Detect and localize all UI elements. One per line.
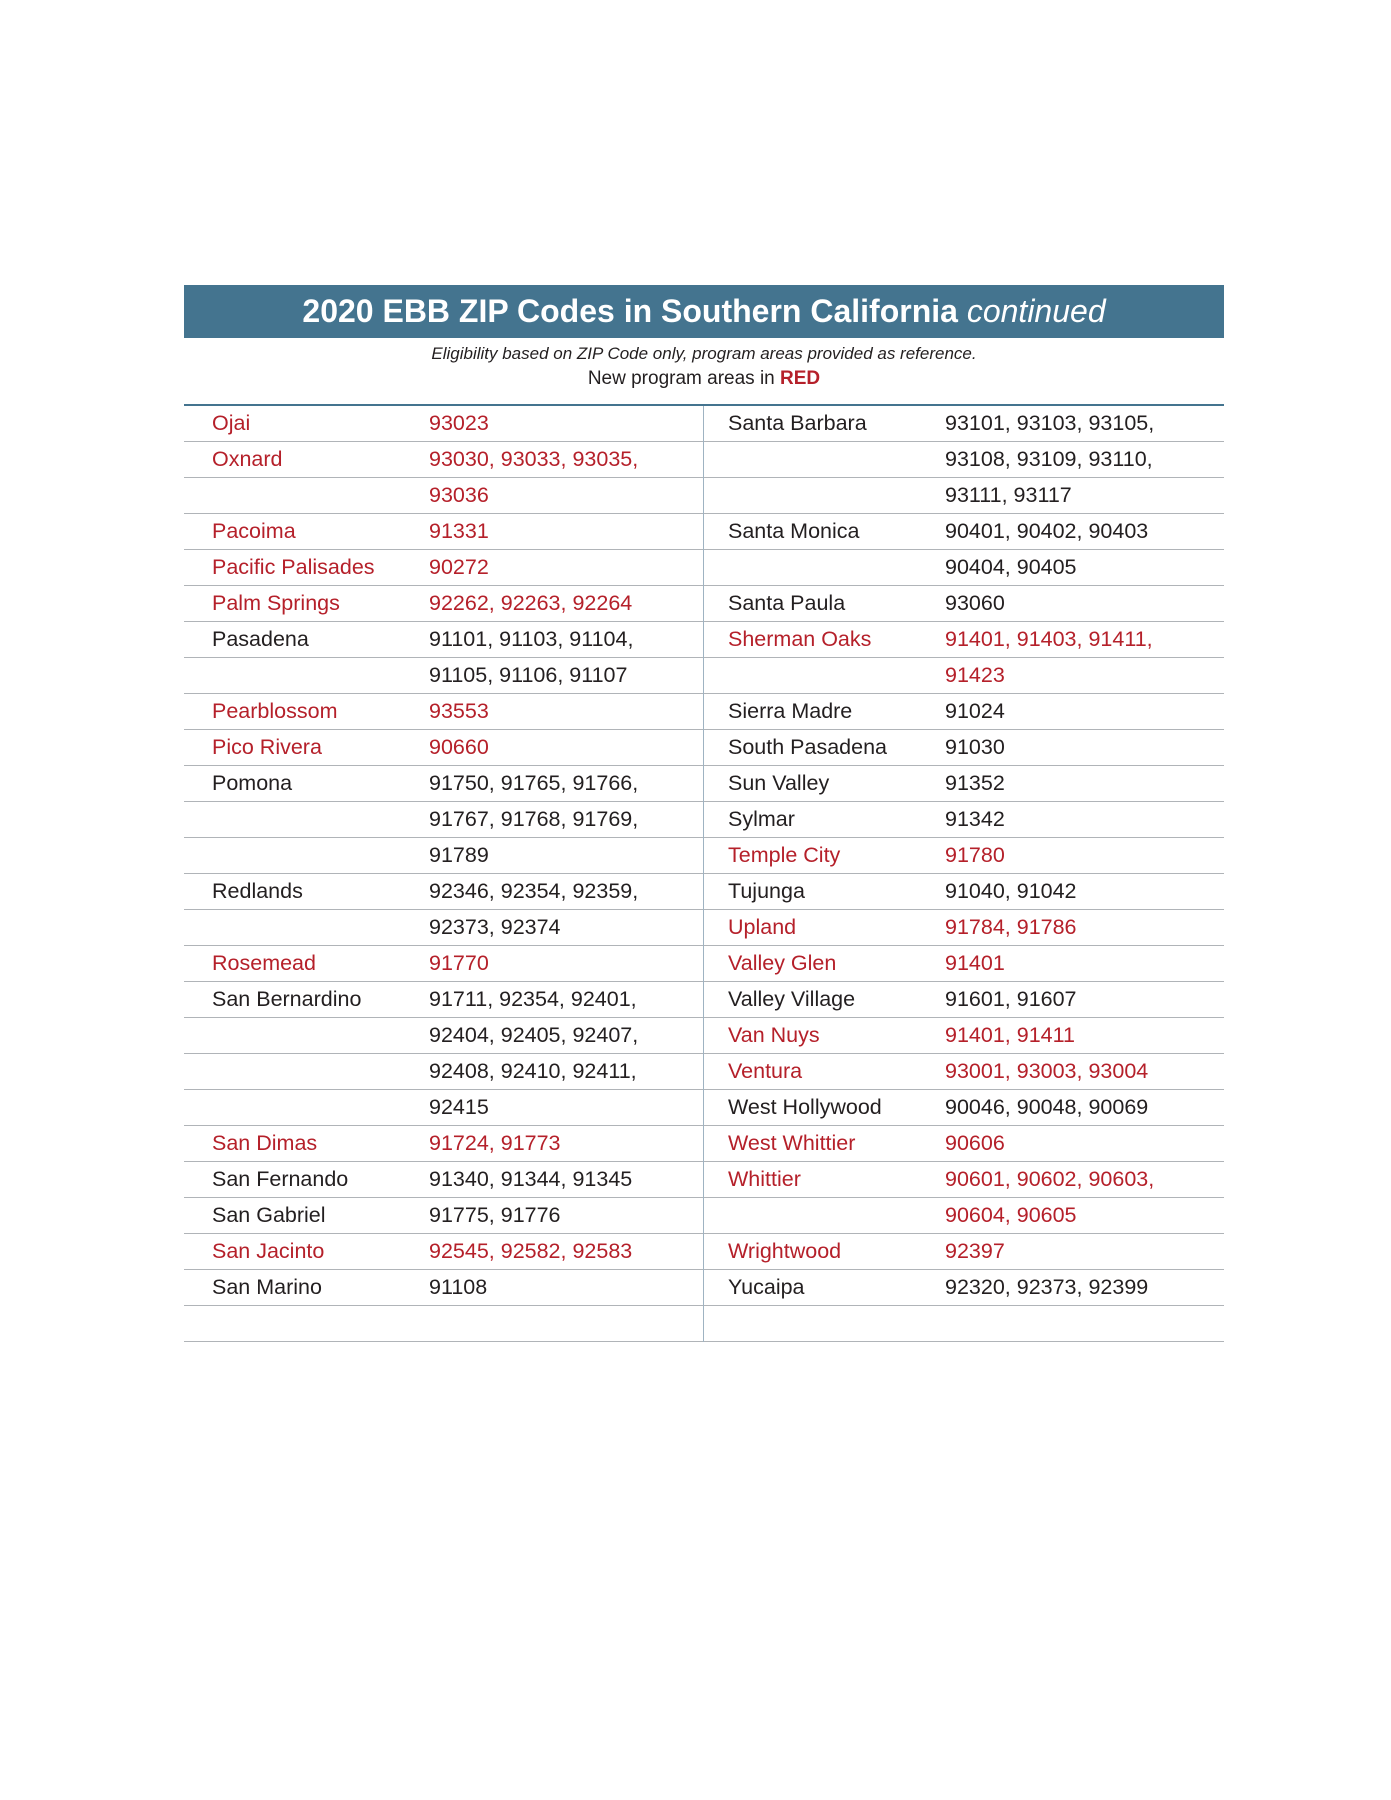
table-row bbox=[184, 1054, 703, 1090]
zip-codes: 91423 bbox=[945, 663, 1005, 687]
zip-codes: 93001, 93003, 93004 bbox=[945, 1059, 1149, 1083]
table-row bbox=[184, 802, 703, 838]
table-row bbox=[184, 838, 703, 874]
city-name: Valley Glen bbox=[728, 951, 837, 975]
city-name: Santa Monica bbox=[728, 519, 860, 543]
city-name: Van Nuys bbox=[728, 1023, 820, 1047]
table-row bbox=[704, 910, 1224, 946]
zip-codes: 90401, 90402, 90403 bbox=[945, 519, 1149, 543]
table-row bbox=[184, 550, 703, 586]
zip-codes: 93060 bbox=[945, 591, 1005, 615]
city-name: Pacoima bbox=[212, 519, 296, 543]
city-name: Pomona bbox=[212, 771, 293, 795]
city-name: Palm Springs bbox=[212, 591, 340, 615]
zip-codes: 92346, 92354, 92359, bbox=[429, 879, 639, 903]
table-row bbox=[184, 1198, 703, 1234]
table-row bbox=[704, 982, 1224, 1018]
city-name: San Fernando bbox=[212, 1167, 349, 1191]
zip-codes: 91711, 92354, 92401, bbox=[429, 987, 637, 1011]
zip-codes: 91040, 91042 bbox=[945, 879, 1077, 903]
table-row bbox=[704, 1126, 1224, 1162]
table-row bbox=[704, 1306, 1224, 1342]
city-name: Whittier bbox=[728, 1167, 801, 1191]
table-row bbox=[704, 766, 1224, 802]
zip-codes: 91340, 91344, 91345 bbox=[429, 1167, 633, 1191]
city-name: Yucaipa bbox=[728, 1275, 805, 1299]
zip-codes: 91770 bbox=[429, 951, 489, 975]
zip-codes: 91601, 91607 bbox=[945, 987, 1077, 1011]
zip-codes: 92415 bbox=[429, 1095, 489, 1119]
table-row bbox=[184, 1162, 703, 1198]
table-row bbox=[704, 946, 1224, 982]
city-name: Pico Rivera bbox=[212, 735, 322, 759]
zip-codes: 91342 bbox=[945, 807, 1005, 831]
city-name: Sylmar bbox=[728, 807, 795, 831]
city-name: San Bernardino bbox=[212, 987, 362, 1011]
title-suffix: continued bbox=[966, 293, 1106, 329]
table-row bbox=[704, 874, 1224, 910]
zip-codes: 91784, 91786 bbox=[945, 915, 1077, 939]
table-row bbox=[704, 1054, 1224, 1090]
city-name: Oxnard bbox=[212, 447, 283, 471]
zip-codes: 93101, 93103, 93105, bbox=[945, 411, 1155, 435]
city-name: Tujunga bbox=[728, 879, 805, 903]
zip-codes: 93030, 93033, 93035, bbox=[429, 447, 639, 471]
table-row bbox=[704, 1162, 1224, 1198]
table-row bbox=[184, 622, 703, 658]
table-row bbox=[184, 1306, 703, 1342]
table-row bbox=[184, 1090, 703, 1126]
zip-codes: 92408, 92410, 92411, bbox=[429, 1059, 637, 1083]
zip-codes: 92404, 92405, 92407, bbox=[429, 1023, 639, 1047]
zip-codes: 91724, 91773 bbox=[429, 1131, 561, 1155]
city-name: Ojai bbox=[212, 411, 251, 435]
zip-codes: 90404, 90405 bbox=[945, 555, 1077, 579]
city-name: South Pasadena bbox=[728, 735, 887, 759]
city-name: Redlands bbox=[212, 879, 303, 903]
table-row bbox=[704, 838, 1224, 874]
city-name: San Marino bbox=[212, 1275, 322, 1299]
table-row bbox=[184, 910, 703, 946]
table-row bbox=[184, 406, 703, 442]
table-row bbox=[184, 694, 703, 730]
table-row bbox=[184, 1126, 703, 1162]
zip-codes: 91105, 91106, 91107 bbox=[429, 663, 628, 687]
city-name: Santa Barbara bbox=[728, 411, 867, 435]
right-column bbox=[704, 406, 1224, 1342]
city-name: Temple City bbox=[728, 843, 841, 867]
city-name: Sierra Madre bbox=[728, 699, 853, 723]
zip-codes: 90272 bbox=[429, 555, 489, 579]
city-name: Valley Village bbox=[728, 987, 856, 1011]
city-name: Pacific Palisades bbox=[212, 555, 375, 579]
zip-codes: 91775, 91776 bbox=[429, 1203, 561, 1227]
city-name: Sherman Oaks bbox=[728, 627, 872, 651]
zip-codes: 93553 bbox=[429, 699, 489, 723]
table-row bbox=[184, 658, 703, 694]
city-name: West Whittier bbox=[728, 1131, 856, 1155]
city-name: San Jacinto bbox=[212, 1239, 325, 1263]
zip-codes: 91352 bbox=[945, 771, 1005, 795]
zip-codes: 91030 bbox=[945, 735, 1005, 759]
table-row bbox=[704, 658, 1224, 694]
table-row bbox=[184, 478, 703, 514]
legend-prefix: New program areas in bbox=[587, 368, 775, 389]
zip-codes: 90046, 90048, 90069 bbox=[945, 1095, 1149, 1119]
zip-table bbox=[184, 404, 1224, 1342]
zip-codes: 92397 bbox=[945, 1239, 1005, 1263]
table-row bbox=[704, 622, 1224, 658]
zip-codes: 93108, 93109, 93110, bbox=[945, 447, 1153, 471]
zip-codes: 90601, 90602, 90603, bbox=[945, 1167, 1155, 1191]
table-row bbox=[184, 946, 703, 982]
table-row bbox=[184, 874, 703, 910]
zip-codes: 93111, 93117 bbox=[945, 483, 1072, 507]
zip-codes: 92262, 92263, 92264 bbox=[429, 591, 633, 615]
zip-codes: 91767, 91768, 91769, bbox=[429, 807, 639, 831]
city-name: Ventura bbox=[728, 1059, 803, 1083]
table-row bbox=[704, 730, 1224, 766]
zip-codes: 91401, 91411 bbox=[945, 1023, 1075, 1047]
city-name: Pasadena bbox=[212, 627, 309, 651]
city-name: San Gabriel bbox=[212, 1203, 326, 1227]
zip-codes: 92373, 92374 bbox=[429, 915, 561, 939]
city-name: Sun Valley bbox=[728, 771, 830, 795]
city-name: Upland bbox=[728, 915, 797, 939]
legend-note bbox=[184, 368, 1224, 390]
zip-codes: 91108 bbox=[429, 1275, 488, 1299]
zip-codes: 91750, 91765, 91766, bbox=[429, 771, 639, 795]
zip-codes: 91401 bbox=[945, 951, 1005, 975]
zip-codes: 91331 bbox=[429, 519, 489, 543]
city-name: Wrightwood bbox=[728, 1239, 842, 1263]
page-title bbox=[184, 285, 1224, 338]
city-name: San Dimas bbox=[212, 1131, 318, 1155]
title-text: 2020 EBB ZIP Codes in Southern California bbox=[302, 293, 958, 329]
table-row bbox=[704, 586, 1224, 622]
table-row bbox=[704, 1234, 1224, 1270]
table-row bbox=[184, 1270, 703, 1306]
zip-codes: 91401, 91403, 91411, bbox=[945, 627, 1153, 651]
zip-codes: 93036 bbox=[429, 483, 489, 507]
city-name: West Hollywood bbox=[728, 1095, 882, 1119]
table-row bbox=[184, 442, 703, 478]
table-row bbox=[184, 586, 703, 622]
legend-red: RED bbox=[780, 368, 821, 389]
table-row bbox=[184, 1018, 703, 1054]
city-name: Rosemead bbox=[212, 951, 316, 975]
table-row bbox=[704, 478, 1224, 514]
table-row bbox=[704, 1090, 1224, 1126]
left-column bbox=[184, 406, 704, 1342]
eligibility-note: Eligibility based on ZIP Code only, program areas provided as reference. bbox=[431, 344, 977, 363]
table-row bbox=[704, 550, 1224, 586]
zip-codes: 92545, 92582, 92583 bbox=[429, 1239, 633, 1263]
table-row bbox=[184, 982, 703, 1018]
table-row bbox=[184, 730, 703, 766]
zip-codes: 90606 bbox=[945, 1131, 1005, 1155]
zip-codes: 91789 bbox=[429, 843, 489, 867]
zip-codes: 93023 bbox=[429, 411, 489, 435]
table-row bbox=[184, 766, 703, 802]
table-row bbox=[184, 514, 703, 550]
zip-codes: 91780 bbox=[945, 843, 1005, 867]
table-row bbox=[704, 1198, 1224, 1234]
table-row bbox=[704, 1270, 1224, 1306]
table-row bbox=[704, 802, 1224, 838]
zip-codes: 90604, 90605 bbox=[945, 1203, 1077, 1227]
zip-codes: 91101, 91103, 91104, bbox=[429, 627, 634, 651]
zip-codes: 91024 bbox=[945, 699, 1005, 723]
table-row bbox=[184, 1234, 703, 1270]
zip-codes: 90660 bbox=[429, 735, 489, 759]
table-row bbox=[704, 1018, 1224, 1054]
city-name: Santa Paula bbox=[728, 591, 846, 615]
table-row bbox=[704, 694, 1224, 730]
city-name: Pearblossom bbox=[212, 699, 338, 723]
table-row bbox=[704, 514, 1224, 550]
table-row bbox=[704, 442, 1224, 478]
table-row bbox=[704, 406, 1224, 442]
zip-codes: 92320, 92373, 92399 bbox=[945, 1275, 1149, 1299]
